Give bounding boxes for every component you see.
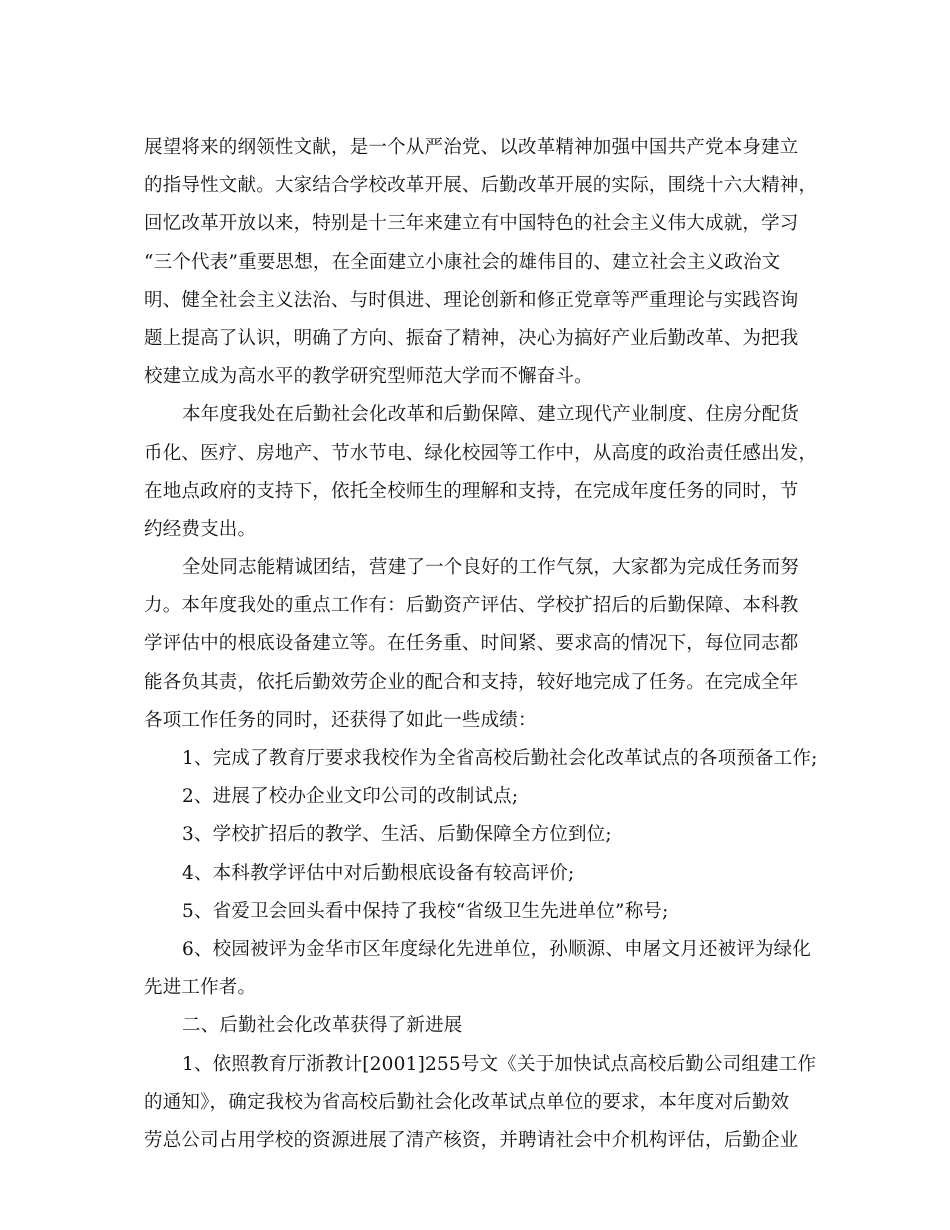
text-line: 校建立成为高水平的教学研究型师范大学而不懈奋斗。 bbox=[144, 366, 593, 388]
list-item-line: 5、省爱卫会回头看中保持了我校“省级卫生先进单位”称号; bbox=[182, 900, 669, 922]
text-line: 约经费支出。 bbox=[144, 518, 257, 540]
text-line: 各项工作任务的同时，还获得了如此一些成绩： bbox=[144, 709, 537, 731]
list-item-line: 2、进展了校办企业文印公司的改制试点; bbox=[182, 786, 519, 808]
text-line: 明、健全社会主义法治、与时俱进、理论创新和修正党章等严重理论与实践咨询 bbox=[144, 289, 799, 311]
text-line: 回忆改革开放以来，特别是十三年来建立有中国特色的社会主义伟大成就，学习 bbox=[144, 213, 799, 235]
text-line: 先进工作者。 bbox=[144, 977, 257, 999]
text-line: 的通知》，确定我校为省高校后勤社会化改革试点单位的要求，本年度对后勤效 bbox=[144, 1091, 790, 1113]
list-item-line: 6、校园被评为金华市区年度绿化先进单位，孙顺源、申屠文月还被评为绿化 bbox=[182, 938, 812, 960]
text-line: 力。本年度我处的重点工作有：后勤资产评估、学校扩招后的后勤保障、本科教 bbox=[144, 595, 799, 617]
text-line: 题上提高了认识，明确了方向、振奋了精神，决心为搞好产业后勤改革、为把我 bbox=[144, 327, 799, 349]
list-item-line: 4、本科教学评估中对后勤根底设备有较高评价; bbox=[182, 862, 575, 884]
text-line: 展望将来的纲领性文献，是一个从严治党、以改革精神加强中国共产党本身建立 bbox=[144, 137, 799, 158]
list-item-line: 3、学校扩招后的教学、生活、后勤保障全方位到位; bbox=[182, 824, 612, 846]
text-line: 学评估中的根底设备建立等。在任务重、时间紧、要求高的情况下，每位同志都 bbox=[144, 633, 799, 655]
list-item-line: 1、完成了教育厅要求我校作为全省高校后勤社会化改革试点的各项预备工作; bbox=[182, 748, 818, 769]
text-line: 币化、医疗、房地产、节水节电、绿化校园等工作中，从高度的政治责任感出发， bbox=[144, 442, 818, 464]
section-heading: 二、后勤社会化改革获得了新进展 bbox=[182, 1015, 463, 1037]
text-line: “三个代表”重要思想，在全面建立小康社会的雄伟目的、建立社会主义政治文 bbox=[144, 251, 781, 273]
paragraph-start-line: 全处同志能精诚团结，营建了一个良好的工作气氛，大家都为完成任务而努 bbox=[182, 557, 800, 579]
document-body bbox=[144, 129, 824, 1160]
text-line: 的指导性文献。大家结合学校改革开展、后勤改革开展的实际，围绕十六大精神， bbox=[144, 175, 818, 197]
text-line: 在地点政府的支持下，依托全校师生的理解和支持，在完成年度任务的同时，节 bbox=[144, 480, 799, 502]
paragraph-start-line: 1、依照教育厅浙教计[2001]255号文《关于加快试点高校后勤公司组建工作 bbox=[182, 1053, 817, 1075]
text-line: 能各负其责，依托后勤效劳企业的配合和支持，较好地完成了任务。在完成全年 bbox=[144, 671, 799, 693]
paragraph-start-line: 本年度我处在后勤社会化改革和后勤保障、建立现代产业制度、住房分配货 bbox=[182, 404, 800, 426]
text-line: 劳总公司占用学校的资源进展了清产核资，并聘请社会中介机构评估，后勤企业 bbox=[144, 1129, 799, 1151]
